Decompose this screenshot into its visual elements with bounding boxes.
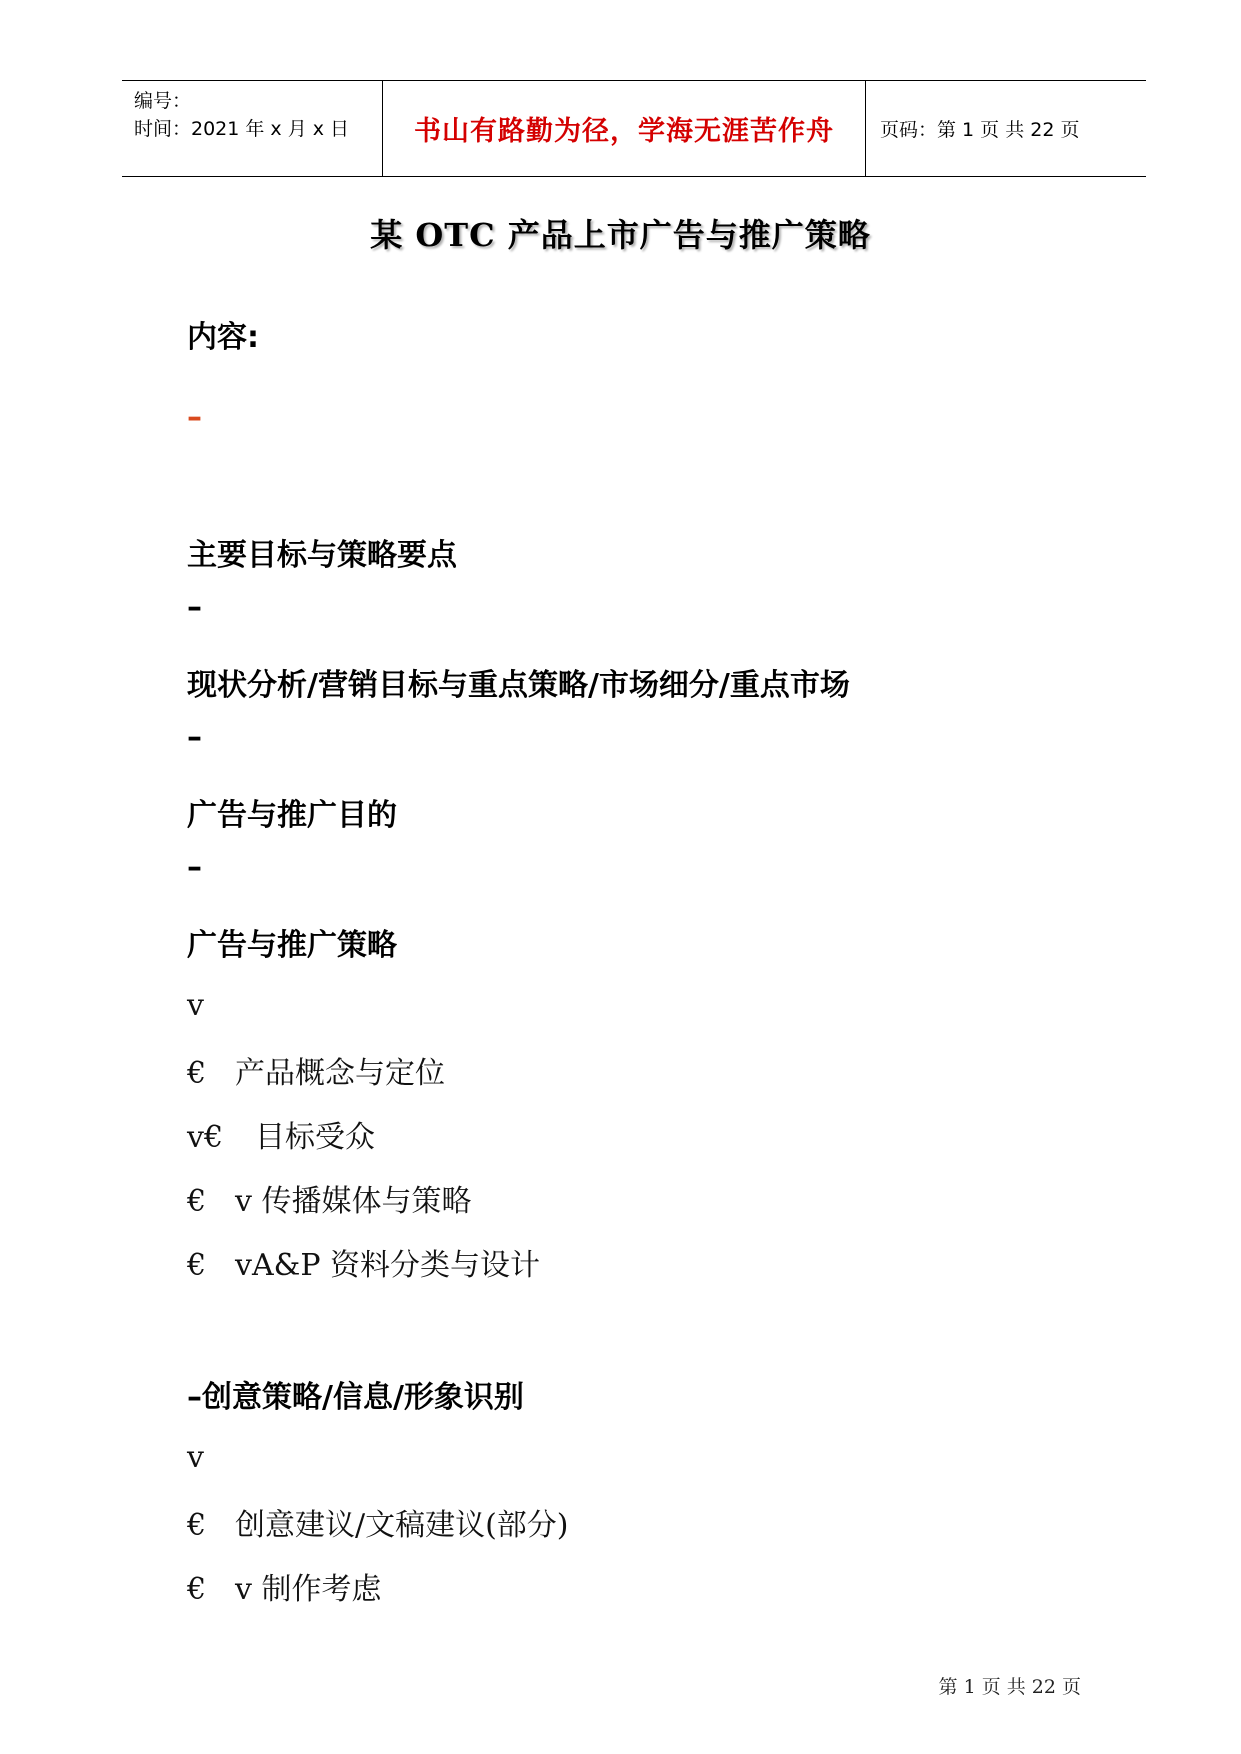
header-table (122, 80, 1146, 177)
list-item (187, 1048, 445, 1092)
list-item (187, 1564, 381, 1608)
euro-bullet-icon: € (187, 1508, 207, 1543)
item-text: 创意建议/文稿建议(部分) (235, 1508, 569, 1543)
list-item (187, 1112, 375, 1156)
item-text: vA&P 资料分类与设计 (235, 1248, 541, 1283)
section-heading-analysis: 现状分析/营销目标与重点策略/市场细分/重点市场 (187, 668, 850, 703)
page-footer: 第 1 页 共 22 页 (938, 1676, 1081, 1698)
section-heading-creative: –创意策略/信息/形象识别 (187, 1380, 524, 1415)
veuro-bullet-icon: v€ (187, 1120, 224, 1155)
section-heading-strategy: 广告与推广策略 (187, 928, 397, 963)
euro-bullet-icon: € (187, 1184, 207, 1219)
dash-separator: – (187, 720, 202, 755)
list-item (187, 1500, 569, 1544)
euro-bullet-icon: € (187, 1248, 207, 1283)
dash-separator: – (187, 590, 202, 625)
motto: 书山有路勤为径，学海无涯苦作舟 (382, 81, 866, 176)
list-item (187, 1176, 471, 1220)
list-item (187, 1240, 540, 1284)
item-text: 产品概念与定位 (235, 1056, 445, 1091)
number-label: 编号： (134, 90, 192, 112)
bullet-v: v (187, 1440, 204, 1475)
euro-bullet-icon: € (187, 1572, 207, 1607)
item-text: v 制作考虑 (235, 1572, 382, 1607)
section-heading-purpose: 广告与推广目的 (187, 798, 397, 833)
section-heading-goals: 主要目标与策略要点 (187, 538, 457, 573)
bullet-v: v (187, 988, 204, 1023)
item-text: 目标受众 (255, 1120, 375, 1155)
dash-red: – (187, 400, 202, 435)
time-label: 时间：2021 年 x 月 x 日 (134, 118, 350, 140)
page-info: 页码：第 1 页 共 22 页 (880, 119, 1080, 141)
header-left-cell (122, 81, 382, 176)
contents-label: 内容: (187, 320, 259, 355)
item-text: v 传播媒体与策略 (235, 1184, 472, 1219)
euro-bullet-icon: € (187, 1056, 207, 1091)
document-title: 某 OTC 产品上市广告与推广策略 (370, 216, 871, 254)
dash-separator: – (187, 850, 202, 885)
